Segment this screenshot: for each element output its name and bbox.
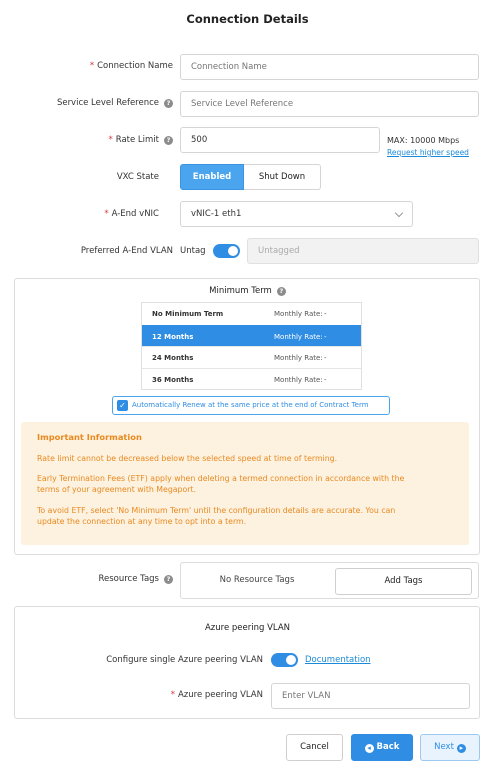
a-end-vnic-value: vNIC-1 eth1	[191, 209, 242, 219]
auto-renew-label: Automatically Renew at the same price at the end of Contract Term	[132, 401, 369, 409]
minimum-term-heading: Minimum Term ?	[0, 286, 495, 296]
minimum-term-table	[141, 302, 362, 390]
auto-renew-option[interactable]	[112, 396, 390, 415]
rate-limit-label: * Rate Limit ?	[108, 135, 173, 145]
cancel-button[interactable]: Cancel	[286, 734, 343, 761]
back-button[interactable]: ◂ Back	[351, 734, 413, 761]
no-resource-tags-text: No Resource Tags	[219, 575, 295, 585]
vxc-enabled-button[interactable]: Enabled	[180, 164, 244, 190]
term-option-12-months[interactable]: 12 Months Monthly Rate: -	[142, 325, 361, 347]
azure-vlan-label: * Azure peering VLAN	[170, 690, 263, 700]
help-icon[interactable]: ?	[164, 136, 173, 145]
documentation-link[interactable]: Documentation	[305, 655, 371, 665]
service-level-label: Service Level Reference ?	[57, 98, 173, 108]
untag-toggle[interactable]	[213, 244, 240, 258]
next-button[interactable]: Next ▸	[420, 734, 480, 761]
arrow-left-icon: ◂	[365, 744, 374, 753]
azure-vlan-input[interactable]	[271, 683, 470, 709]
page-title: Connection Details	[186, 12, 309, 26]
vxc-state-label: VXC State	[116, 172, 159, 182]
info-etf-line1: Early Termination Fees (ETF) apply when deleting a termed connection in accordance with the	[37, 474, 405, 483]
azure-heading: Azure peering VLAN	[204, 623, 291, 633]
add-tags-button[interactable]: Add Tags	[335, 568, 472, 595]
info-etf-line2: terms of your agreement with Megaport.	[37, 485, 197, 494]
untag-label: Untag	[180, 246, 206, 256]
term-option-36-months[interactable]: 36 Months Monthly Rate: -	[142, 368, 361, 390]
preferred-vlan-label: Preferred A-End VLAN	[80, 246, 173, 256]
help-icon[interactable]: ?	[277, 287, 286, 296]
info-avoid-line1: To avoid ETF, select 'No Minimum Term' until the configuration details are accurate. You can	[37, 506, 396, 515]
connection-name-input[interactable]	[180, 54, 479, 80]
checkbox-checked-icon[interactable]: ✓	[117, 400, 128, 411]
a-end-vnic-select[interactable]	[180, 201, 413, 227]
request-higher-speed-link[interactable]: Request higher speed	[387, 148, 469, 157]
arrow-right-icon: ▸	[457, 744, 466, 753]
help-icon[interactable]: ?	[164, 575, 173, 584]
info-rate-limit: Rate limit cannot be decreased below the selected speed at time of terming.	[37, 454, 338, 463]
info-avoid-line2: update the connection at any time to opt into a term.	[37, 517, 247, 526]
resource-tags-label: Resource Tags ?	[98, 574, 173, 584]
important-info-box	[21, 422, 469, 545]
help-icon[interactable]: ?	[164, 99, 173, 108]
azure-configure-toggle[interactable]	[271, 653, 298, 667]
vxc-shutdown-button[interactable]: Shut Down	[244, 164, 321, 190]
rate-limit-input[interactable]: 500	[180, 127, 380, 153]
connection-name-label: * Connection Name	[89, 61, 173, 71]
rate-limit-max: MAX: 10000 Mbps	[387, 136, 460, 145]
chevron-down-icon	[395, 209, 403, 217]
term-option-24-months[interactable]: 24 Months Monthly Rate: -	[142, 346, 361, 368]
resource-tags-box	[180, 562, 479, 599]
service-level-input[interactable]	[180, 91, 479, 117]
term-option-none[interactable]: No Minimum Term Monthly Rate: -	[152, 310, 327, 318]
azure-configure-label: Configure single Azure peering VLAN	[106, 655, 263, 665]
preferred-vlan-input: Untagged	[247, 238, 479, 264]
info-heading: Important Information	[37, 432, 142, 442]
a-end-vnic-label: * A-End vNIC	[104, 209, 159, 219]
